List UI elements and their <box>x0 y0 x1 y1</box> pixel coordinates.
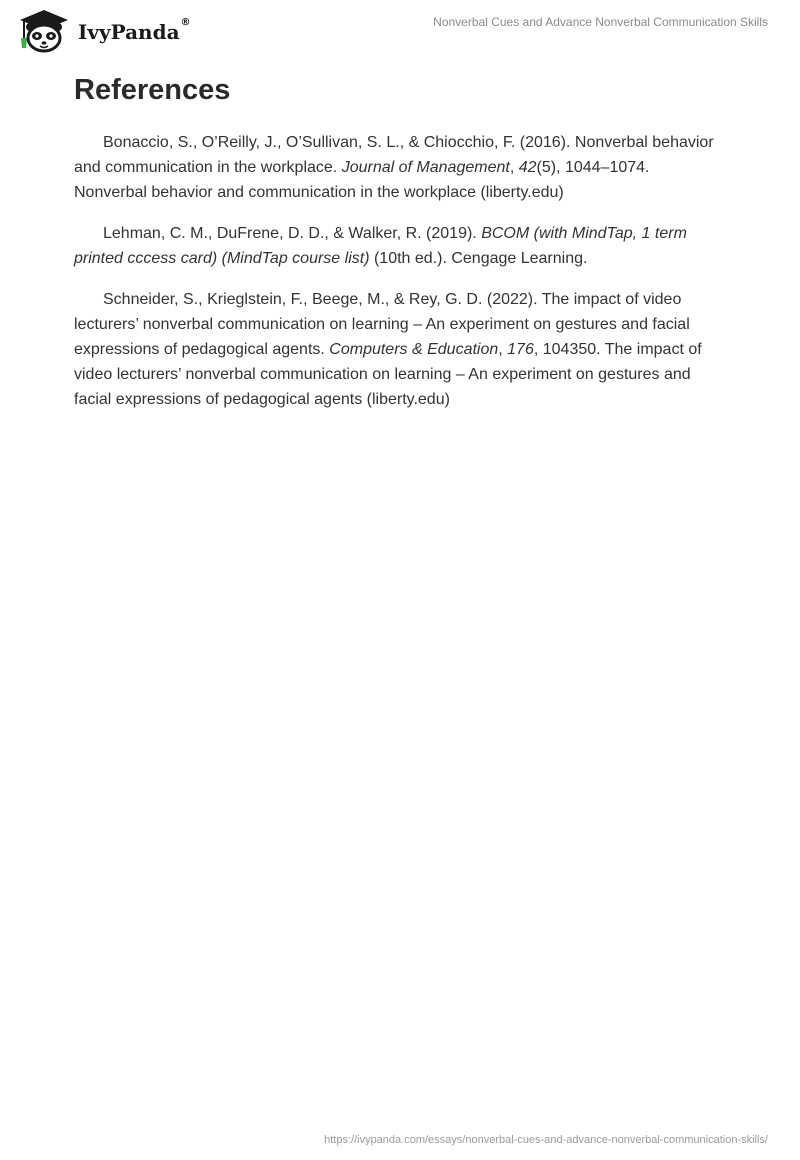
footer-url-link[interactable]: https://ivypanda.com/essays/nonverbal-cues-and-advance-nonverbal-communication-skills/ <box>324 1134 768 1146</box>
reference-entry <box>74 130 724 205</box>
reference-separator: , <box>509 159 519 176</box>
page-title: References <box>74 74 231 106</box>
journal-volume: 176 <box>507 341 534 358</box>
logo-wordmark: IvyPanda <box>78 20 180 44</box>
reference-text: Lehman, C. M., DuFrene, D. D., & Walker, R. (2019). <box>103 225 482 242</box>
reference-text: (10th ed.). Cengage Learning. <box>369 250 588 267</box>
main-content <box>74 72 724 428</box>
reference-text: Schneider, S., Krieglstein, F., Beege, M., & Rey, G. D. (2022). The impact of video lecturers’ nonverbal communication on learning – An experiment on gestures and facial expressions of pedagogical agents. <box>74 291 690 358</box>
panda-graduate-icon <box>14 8 74 54</box>
reference-separator: , <box>498 341 508 358</box>
journal-title: Computers & Education <box>329 341 499 358</box>
reference-text: , 104350. The impact of video lecturers’ nonverbal communication on learning – An experiment on gestures and facial expressions of pedagogical agents (liberty.edu) <box>74 341 702 408</box>
journal-title: Journal of Management <box>341 159 510 176</box>
ivypanda-logo[interactable] <box>14 8 191 54</box>
document-title: Nonverbal Cues and Advance Nonverbal Communication Skills <box>433 15 768 29</box>
page-header <box>0 0 800 60</box>
book-title: BCOM (with MindTap, 1 term printed cccess card) (MindTap course list) <box>74 225 687 267</box>
reference-text: (5), 1044–1074. Nonverbal behavior and communication in the workplace (liberty.edu) <box>74 159 650 201</box>
reference-entry <box>74 287 724 412</box>
reference-entry <box>74 221 724 271</box>
registered-mark: ® <box>180 16 191 28</box>
reference-text: Bonaccio, S., O’Reilly, J., O’Sullivan, S. L., & Chiocchio, F. (2016). Nonverbal behavior and communication in the workplace. <box>74 134 714 176</box>
journal-volume: 42 <box>518 159 537 176</box>
